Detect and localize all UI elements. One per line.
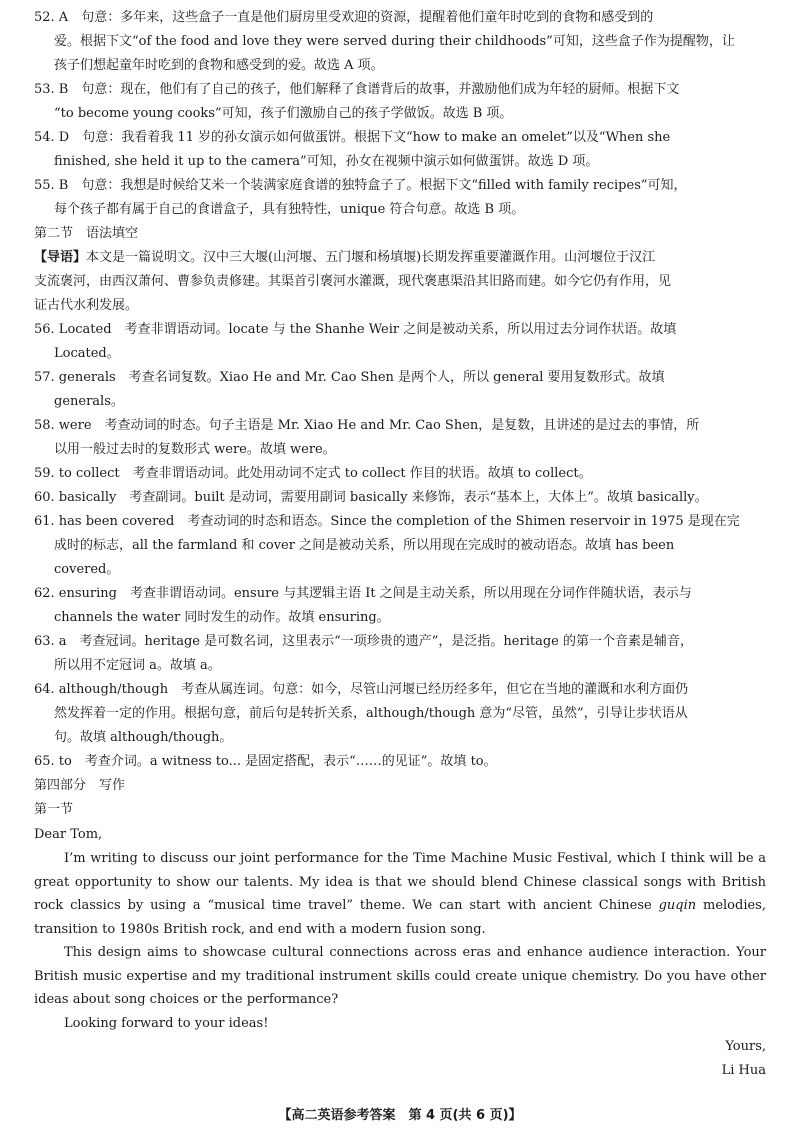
answer-line: 61. has been covered 考查动词的时态和语态。Since the completion of the Shimen reservoir in 1975 是现在完 [34, 514, 740, 529]
answer-line: 60. basically 考查副词。built 是动词，需要用副词 basically 来修饰，表示“基本上，大体上”。故填 basically。 [34, 490, 708, 505]
answer-63 [34, 630, 766, 678]
page-footer: 【高二英语参考答案 第 4 页(共 6 页)】 [278, 1108, 522, 1123]
letter-emphasis: guqin [658, 898, 697, 913]
answer-line: 63. a 考查冠词。heritage 是可数名词，这里表示“一项珍贵的遗产”，是泛指。heritage 的第一个音素是辅音， [34, 634, 693, 649]
answer-61 [34, 510, 766, 582]
answer-60 [34, 486, 766, 510]
letter-paragraph-3: Looking forward to your ideas! [64, 1015, 269, 1031]
guide-label: 【导语】 [34, 250, 87, 265]
section-1-title: 第一节 [34, 802, 74, 817]
answer-53 [34, 78, 766, 126]
answer-64 [34, 678, 766, 750]
answer-line: finished, she held it up to the camera”可知，孙女在视频中演示如何做蛋饼。故选 D 项。 [54, 154, 599, 169]
answer-54 [34, 126, 766, 174]
guide-paragraph [34, 246, 766, 318]
letter-closing: Yours, [725, 1039, 766, 1054]
letter-paragraph-2: This design aims to showcase cultural connections across eras and enhance audience interaction. Your British music expertise and my traditional instrument skills could create unique chemistry. Do you have other ideas about song choices or the performance? [34, 945, 766, 1007]
answer-55 [34, 174, 766, 222]
letter-salutation: Dear Tom, [34, 827, 103, 842]
answer-line: covered。 [54, 562, 120, 577]
answer-62 [34, 582, 766, 630]
answer-line: “to become young cooks”可知，孩子们激励自己的孩子学做饭。故选 B 项。 [54, 106, 513, 121]
answer-line: 59. to collect 考查非谓语动词。此处用动词不定式 to collect 作目的状语。故填 to collect。 [34, 466, 592, 481]
answer-line: 然发挥着一定的作用。根据句意，前后句是转折关系，although/though 意为“尽管，虽然”，引导让步状语从 [54, 706, 688, 721]
answer-line: channels the water 同时发生的动作。故填 ensuring。 [54, 610, 390, 625]
answer-line: 成时的标志，all the farmland 和 cover 之间是被动关系，所以用现在完成时的被动语态。故填 has been [54, 538, 675, 553]
answer-line: Located。 [54, 346, 120, 361]
section-2-title: 第二节 语法填空 [34, 226, 139, 241]
guide-line: 支流褒河，由西汉萧何、曹参负责修建。其渠首引褒河水灌溉，现代褒惠渠沿其旧路而建。如今它仍有作用，见 [34, 274, 672, 289]
letter-paragraph-1 [34, 847, 766, 941]
answer-56 [34, 318, 766, 366]
letter-text: melodies, transition to 1980s British rock, and end with a modern fusion song. [34, 898, 766, 937]
letter-text: I’m writing to discuss our joint performance for the Time Machine Music Festival, which I think will be a great opportunity to show our talents. My idea is that we should blend Chinese classical songs with British rock classics by using a “musical time travel” theme. We can start with ancient Chinese [34, 851, 766, 913]
guide-line: 证古代水利发展。 [34, 298, 139, 313]
answer-line: 56. Located 考查非谓语动词。locate 与 the Shanhe Weir 之间是被动关系，所以用过去分词作状语。故填 [34, 322, 677, 337]
answer-line: 58. were 考查动词的时态。句子主语是 Mr. Xiao He and Mr. Cao Shen，是复数，且讲述的是过去的事情，所 [34, 418, 700, 433]
answer-line: 52. A 句意：多年来，这些盒子一直是他们厨房里受欢迎的资源，提醒着他们童年时吃到的食物和感受到的 [34, 10, 654, 25]
guide-line: 本文是一篇说明文。汉中三大堰(山河堰、五门堰和杨填堰)长期发挥重要灌溉作用。山河堰位于汉江 [86, 250, 656, 265]
answer-line: 每个孩子都有属于自己的食谱盒子，具有独特性，unique 符合句意。故选 B 项。 [54, 202, 525, 217]
answer-line: 孩子们想起童年时吃到的食物和感受到的爱。故选 A 项。 [54, 58, 384, 73]
answer-line: 64. although/though 考查从属连词。句意：如今，尽管山河堰已经历经多年，但它在当地的灌溉和水利方面仍 [34, 682, 689, 697]
answer-65 [34, 750, 766, 774]
answer-line: 62. ensuring 考查非谓语动词。ensure 与其逻辑主语 It 之间是主动关系，所以用现在分词作伴随状语，表示与 [34, 586, 692, 601]
answer-58 [34, 414, 766, 462]
answer-line: 以用一般过去时的复数形式 were。故填 were。 [54, 442, 336, 457]
answer-52 [34, 6, 766, 78]
answer-line: 句。故填 although/though。 [54, 730, 233, 745]
part-4-title: 第四部分 写作 [34, 778, 126, 793]
letter-signature: Li Hua [721, 1063, 766, 1078]
answer-line: generals。 [54, 394, 124, 409]
answer-line: 55. B 句意：我想是时候给艾米一个装满家庭食谱的独特盒子了。根据下文“filled with family recipes”可知， [34, 178, 687, 193]
answer-page [34, 6, 766, 1083]
answer-line: 爱。根据下文“of the food and love they were served during their childhoods”可知，这些盒子作为提醒物，让 [54, 34, 735, 49]
answers-56-65 [34, 318, 766, 774]
answer-line: 53. B 句意：现在，他们有了自己的孩子，他们解释了食谱背后的故事，并激励他们成为年轻的厨师。根据下文 [34, 82, 680, 97]
answer-line: 65. to 考查介词。a witness to... 是固定搭配，表示“……的见证”。故填 to。 [34, 754, 497, 769]
answer-line: 所以用不定冠词 a。故填 a。 [54, 658, 221, 673]
answers-52-55 [34, 6, 766, 222]
answer-line: 57. generals 考查名词复数。Xiao He and Mr. Cao Shen 是两个人，所以 general 要用复数形式。故填 [34, 370, 665, 385]
model-letter [34, 823, 766, 1083]
answer-59 [34, 462, 766, 486]
answer-line: 54. D 句意：我看着我 11 岁的孙女演示如何做蛋饼。根据下文“how to make an omelet”以及“When she [34, 130, 671, 145]
answer-57 [34, 366, 766, 414]
